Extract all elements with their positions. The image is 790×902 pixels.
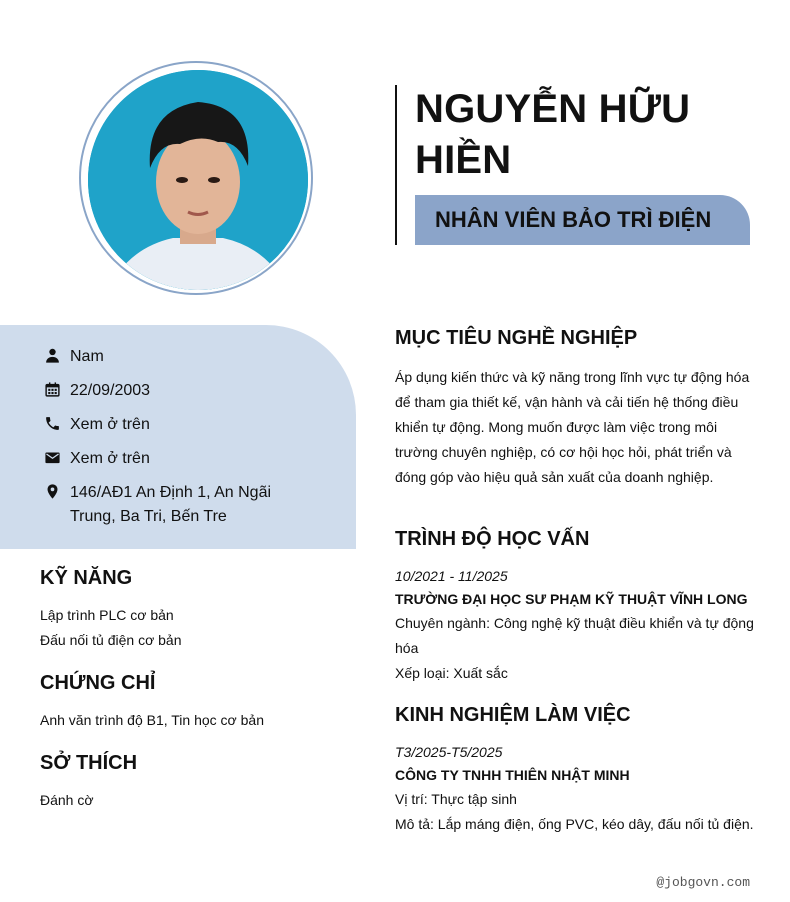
person-icon — [44, 347, 61, 364]
job-title: NHÂN VIÊN BẢO TRÌ ĐIỆN — [435, 207, 712, 232]
certificates-heading: CHỨNG CHỈ — [40, 672, 156, 694]
mail-icon — [44, 449, 61, 466]
experience-heading: KINH NGHIỆM LÀM VIỆC — [395, 704, 631, 726]
education-heading: TRÌNH ĐỘ HỌC VẤN — [395, 528, 590, 550]
location-pin-icon — [44, 483, 61, 500]
experience-company: CÔNG TY TNHH THIÊN NHẬT MINH — [395, 767, 630, 783]
objective-heading: MỤC TIÊU NGHỀ NGHIỆP — [395, 327, 638, 349]
profile-photo — [88, 70, 308, 290]
job-title-badge — [415, 195, 750, 245]
watermark: @jobgovn.com — [656, 875, 750, 890]
experience-position: Vị trí: Thực tập sinh — [395, 791, 517, 807]
hobby-item: Đánh cờ — [40, 792, 94, 808]
certificate-item: Anh văn trình độ B1, Tin học cơ bản — [40, 712, 264, 728]
skills-heading: KỸ NĂNG — [40, 567, 133, 589]
name-divider — [395, 85, 397, 245]
birthday-value: 22/09/2003 — [70, 382, 151, 399]
calendar-icon — [44, 381, 61, 398]
hobbies-heading: SỞ THÍCH — [40, 752, 138, 774]
contact-birthday — [44, 379, 150, 403]
email-value: Xem ở trên — [70, 450, 150, 467]
avatar — [88, 70, 308, 290]
address-value: 146/AĐ1 An Định 1, An Ngãi Trung, Ba Tri, Bến Tre — [70, 484, 272, 525]
gender-value: Nam — [70, 348, 104, 365]
education-period: 10/2021 - 11/2025 — [395, 568, 508, 584]
skill-item: Đấu nối tủ điện cơ bản — [40, 632, 182, 648]
education-rank: Xếp loại: Xuất sắc — [395, 665, 508, 681]
objective-text: Áp dụng kiến thức và kỹ năng trong lĩnh vực tự động hóa để tham gia thiết kế, vận hành và cải tiến hệ thống điều khiển tự động. Mong muốn được làm việc trong môi trường chuyên nghiệp, có cơ hội học hỏi, phát triển và đóng góp vào hiệu quả sản xuất của doanh nghiệp. — [395, 369, 750, 485]
phone-value: Xem ở trên — [70, 416, 150, 433]
contact-address — [44, 481, 294, 529]
candidate-name: NGUYỄN HỮU HIỀN — [415, 87, 691, 182]
experience-period: T3/2025-T5/2025 — [395, 744, 503, 760]
education-major: Chuyên ngành: Công nghệ kỹ thuật điều khiển và tự động hóa — [395, 615, 754, 656]
contact-gender — [44, 345, 104, 369]
education-school: TRƯỜNG ĐẠI HỌC SƯ PHẠM KỸ THUẬT VĨNH LONG — [395, 591, 748, 607]
experience-description: Mô tả: Lắp máng điện, ống PVC, kéo dây, đấu nối tủ điện. — [395, 816, 754, 832]
contact-phone — [44, 413, 150, 437]
contact-email — [44, 447, 150, 471]
phone-icon — [44, 415, 61, 432]
skill-item: Lập trình PLC cơ bản — [40, 607, 174, 623]
